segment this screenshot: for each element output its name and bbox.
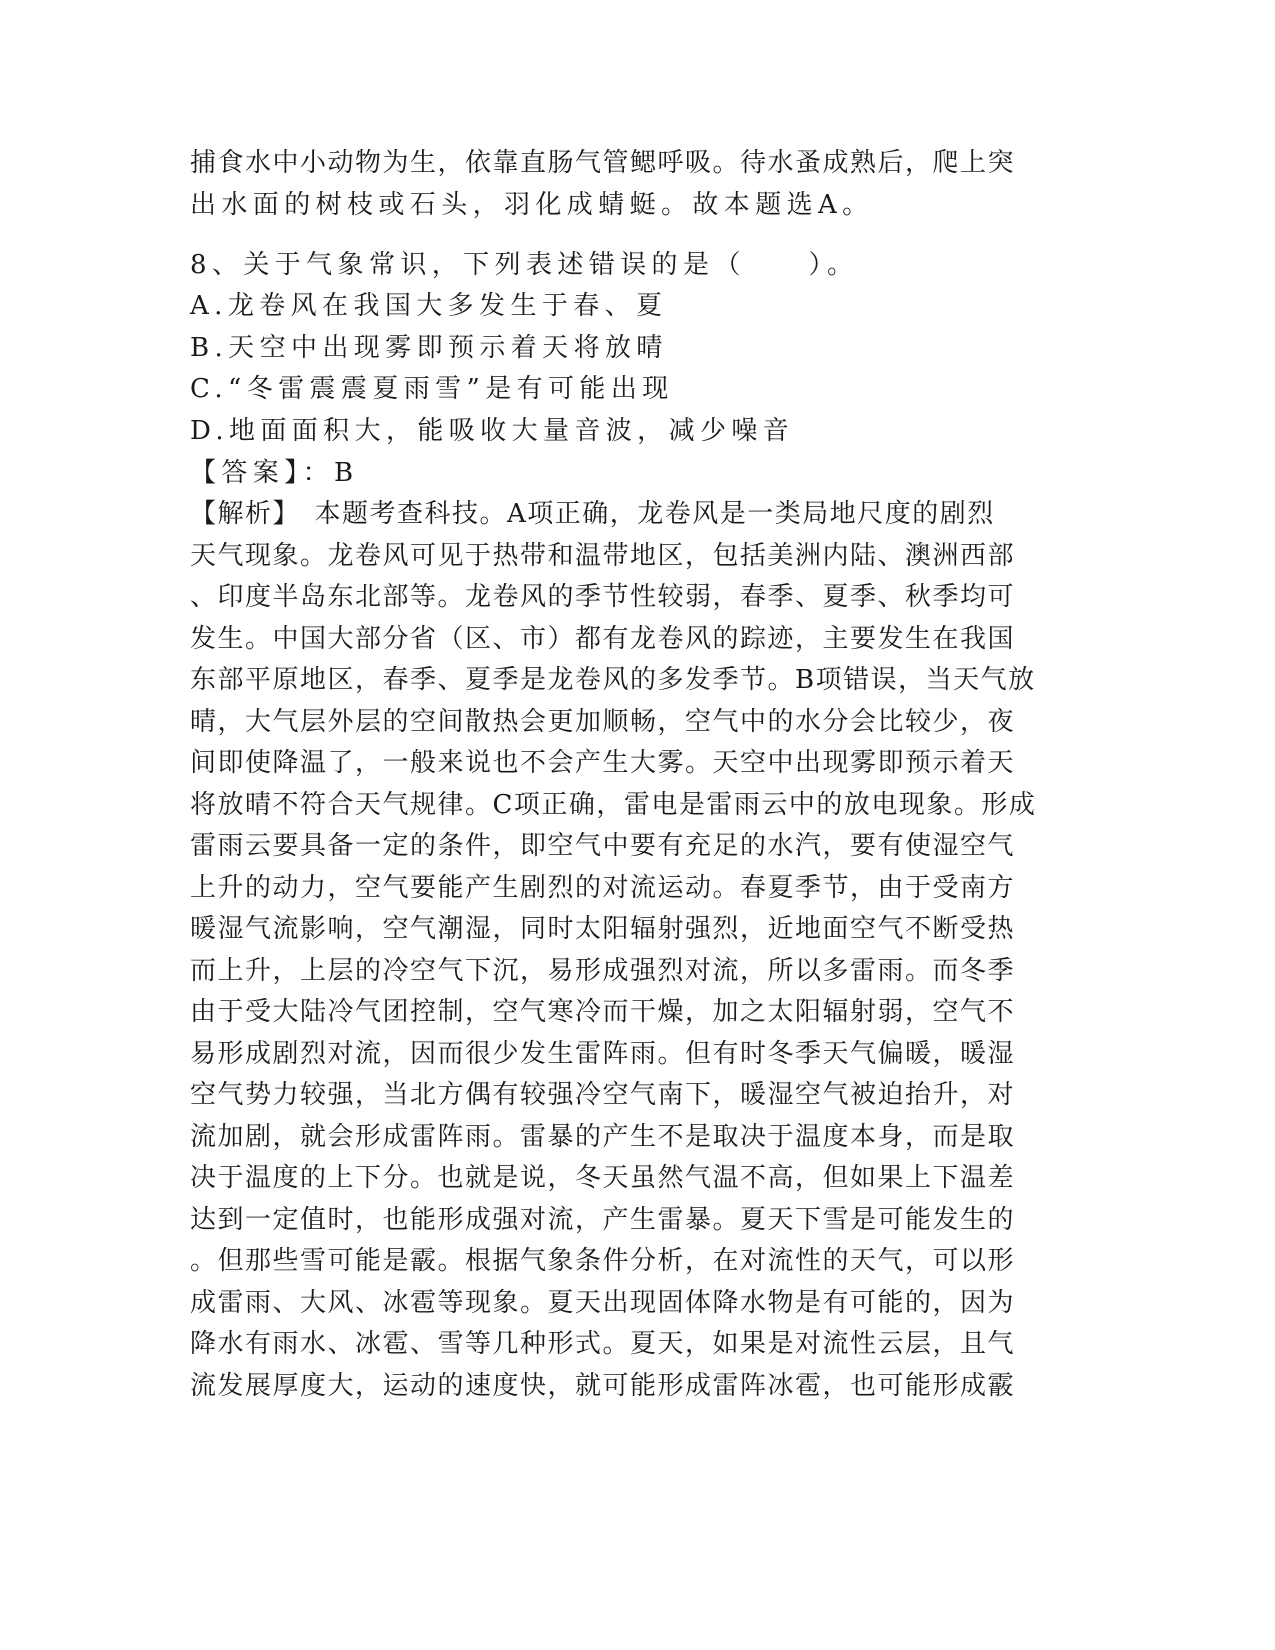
- analysis-line: 晴，大气层外层的空间散热会更加顺畅，空气中的水分会比较少，夜: [190, 707, 1016, 737]
- analysis-line: 上升的动力，空气要能产生剧烈的对流运动。春夏季节，由于受南方: [190, 873, 1016, 903]
- analysis-line: 将放晴不符合天气规律。C项正确，雷电是雷雨云中的放电现象。形成: [190, 790, 1037, 820]
- answer-line: 【答案】：B: [190, 458, 359, 488]
- analysis-line: 达到一定值时，也能形成强对流，产生雷暴。夏天下雪是可能发生的: [190, 1205, 1016, 1235]
- analysis-line: 降水有雨水、冰雹、雪等几种形式。夏天，如果是对流性云层，且气: [190, 1329, 1016, 1359]
- analysis-line: 雷雨云要具备一定的条件，即空气中要有充足的水汽，要有使湿空气: [190, 831, 1016, 861]
- analysis-line: 流加剧，就会形成雷阵雨。雷暴的产生不是取决于温度本身，而是取: [190, 1122, 1016, 1152]
- analysis-line: 空气势力较强，当北方偶有较强冷空气南下，暖湿空气被迫抬升，对: [190, 1080, 1016, 1110]
- analysis-line: 决于温度的上下分。也就是说，冬天虽然气温不高，但如果上下温差: [190, 1163, 1016, 1193]
- analysis-line: 成雷雨、大风、冰雹等现象。夏天出现固体降水物是有可能的，因为: [190, 1288, 1016, 1318]
- option-a: A.龙卷风在我国大多发生于春、夏: [190, 291, 668, 321]
- analysis-line: 发生。中国大部分省（区、市）都有龙卷风的踪迹，主要发生在我国: [190, 624, 1016, 654]
- analysis-line: 由于受大陆冷气团控制，空气寒冷而干燥，加之太阳辐射弱，空气不: [190, 997, 1016, 1027]
- option-b: B.天空中出现雾即预示着天将放晴: [190, 333, 668, 363]
- analysis-line: 流发展厚度大，运动的速度快，就可能形成雷阵冰雹，也可能形成霰: [190, 1371, 1016, 1401]
- intro-line: 捕食水中小动物为生，依靠直肠气管鳃呼吸。待水蚤成熟后，爬上突: [190, 148, 1016, 178]
- analysis-line: 暖湿气流影响，空气潮湿，同时太阳辐射强烈，近地面空气不断受热: [190, 914, 1016, 944]
- option-d: D.地面面积大，能吸收大量音波，减少噪音: [190, 416, 795, 446]
- analysis-line: 天气现象。龙卷风可见于热带和温带地区，包括美洲内陆、澳洲西部: [190, 541, 1016, 571]
- analysis-line: 易形成剧烈对流，因而很少发生雷阵雨。但有时冬季天气偏暖，暖湿: [190, 1039, 1016, 1069]
- option-c: C.“冬雷震震夏雨雪”是有可能出现: [190, 374, 674, 404]
- analysis-line: 。但那些雪可能是霰。根据气象条件分析，在对流性的天气，可以形: [190, 1246, 1016, 1276]
- analysis-line: 间即使降温了，一般来说也不会产生大雾。天空中出现雾即预示着天: [190, 748, 1016, 778]
- analysis-line: 、印度半岛东北部等。龙卷风的季节性较弱，春季、夏季、秋季均可: [190, 582, 1016, 612]
- analysis-line: 东部平原地区，春季、夏季是龙卷风的多发季节。B项错误，当天气放: [190, 665, 1036, 695]
- analysis-line: 【解析】 本题考查科技。A项正确，龙卷风是一类局地尺度的剧烈: [190, 499, 995, 529]
- intro-line: 出水面的树枝或石头，羽化成蜻蜓。故本题选A。: [190, 190, 874, 220]
- question-stem: 8、关于气象常识，下列表述错误的是（ ）。: [190, 250, 859, 280]
- analysis-line: 而上升，上层的冷空气下沉，易形成强烈对流，所以多雷雨。而冬季: [190, 956, 1016, 986]
